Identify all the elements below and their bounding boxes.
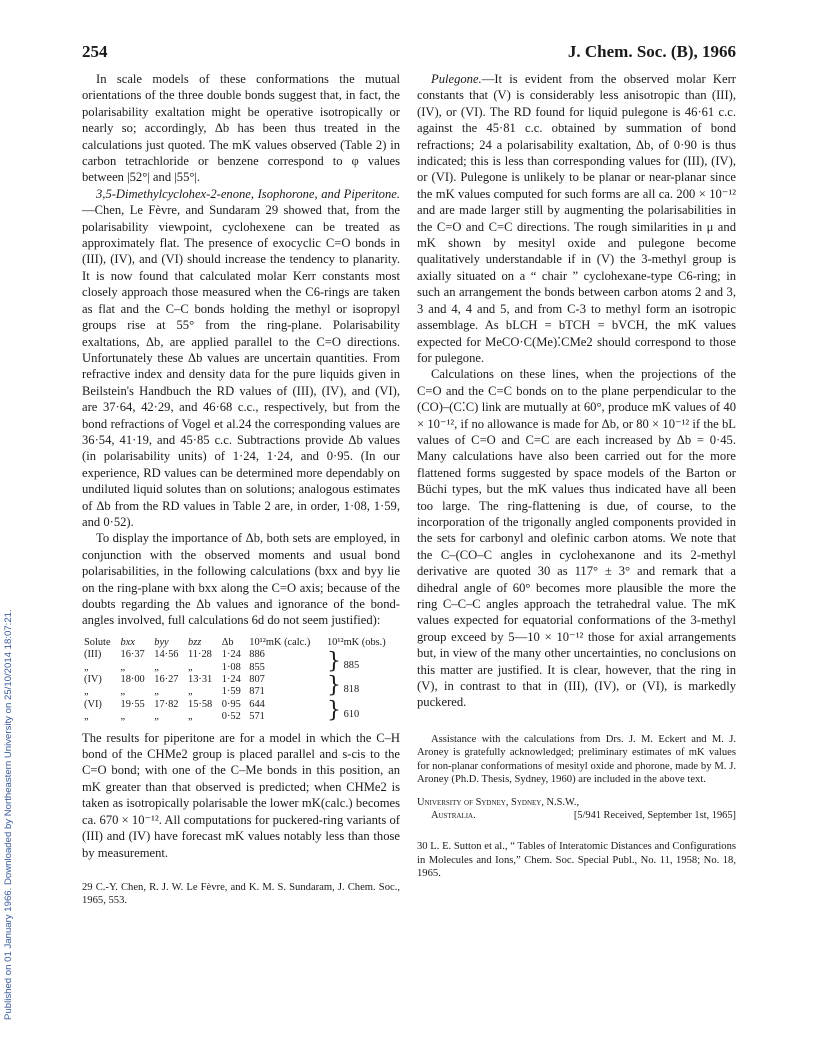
table-cell: 886 bbox=[249, 649, 265, 661]
brace-glyph: } bbox=[326, 648, 341, 674]
table-cell-obs bbox=[325, 649, 400, 674]
table-cell: 871 bbox=[249, 686, 265, 698]
table-cell: 19·55 bbox=[120, 698, 145, 710]
publication-info-text: Published on 01 January 1966. Downloaded by Northeastern University on 25/10/2014 18:07:21. bbox=[3, 609, 14, 1020]
paragraph: The results for piperitone are for a model in which the C–H bond of the CHMe2 group is placed parallel and s-cis to the C=O bond; with one of the C–Me bonds in this position, an mK greater than that observed is predicted; when CHMe2 is taken as isotropically polarisable the lower mK(calc.) becomes ca. 670 × 10⁻¹². All computations for puckered-ring variants of (III) and (IV) have forecast mK values notably less than those by measurement. bbox=[82, 730, 400, 860]
table-cell: 571 bbox=[249, 711, 265, 723]
affiliation bbox=[417, 796, 736, 822]
table-cell: „ bbox=[84, 711, 89, 723]
table-cell: 17·82 bbox=[154, 698, 179, 710]
table-cell: „ bbox=[154, 686, 159, 698]
journal-title: J. Chem. Soc. (B), 1966 bbox=[567, 42, 736, 61]
table-cell: „ bbox=[188, 686, 193, 698]
affiliation-row bbox=[417, 809, 736, 822]
table-cell: 1·24 bbox=[221, 674, 241, 686]
table-cell: 18·00 bbox=[120, 674, 145, 686]
table-cell: 11·28 bbox=[188, 649, 212, 661]
footnote-30: 30 L. E. Sutton et al., “ Tables of Interatomic Distances and Configurations in Molecules and Ions,” Chem. Soc. Special Publ., No. 11, 1958; No. 18, 1965. bbox=[417, 841, 736, 880]
table-cell: 855 bbox=[249, 661, 265, 673]
table-cell: (IV) bbox=[84, 674, 102, 686]
obs-value: 818 bbox=[343, 684, 360, 696]
table-header: Solute bbox=[84, 636, 111, 648]
table-cell: „ bbox=[188, 661, 193, 673]
table-cell: (VI) bbox=[84, 698, 102, 710]
table-cell: 1·59 bbox=[221, 686, 241, 698]
table-header-row bbox=[82, 637, 400, 649]
paragraph-text: —Chen, Le Fèvre, and Sundaram 29 showed that, from the polarisability viewpoint, cyclohexene can be treated as approximately flat. The presence of exocyclic C=O bonds in (III), (IV), and (VI) should increase the tendency to planarity. It is now found that calculated molar Kerr constants most closely approach those measured when the C6-rings are taken as flat and the C–C bonds holding the methyl or isopropyl groups rise at 55° from the ring-plane. Polarisability exaltations, Δb, are applied parallel to the C=O directions. Unfortunately these Δb values are uncertain quantities. From refractive index and density data for the pure liquids given in Beilstein's Handbuch the RD values of (III), (IV), and (VI), are 37·64, 42·29, and 46·68 c.c., respectively, but from the bond refractions of Vogel et al.24 the corresponding values are 36·54, 41·19, and 45·85 c.c. Subtractions provide Δb values (in polarisability units) of 1·24, 1·24, and 0·95. (In our experience, RD values can be determined more dependably on undiluted liquid solutes than on solutions; analogous estimates of Δb from the RD values in Table 2 are, in order, 1·08, 1·59, and 0·52). bbox=[82, 203, 400, 529]
table-header: byy bbox=[154, 636, 169, 648]
table-cell: 16·27 bbox=[154, 674, 179, 686]
table-cell: 15·58 bbox=[188, 698, 213, 710]
paragraph: Calculations on these lines, when the projections of the C=O and the C=C bonds on to the plane perpendicular to the (CO)–(C⁚C) link are mutually at 60°, produce mK values of 40 × 10⁻¹², if no allowance is made for Δb, or 80 × 10⁻¹² if the bL values of C=O and C=C are each increased by Δb = 0·45. Many calculations have also been carried out for the more flattened forms suggested by space models of the Barton or Büchi types, but the mK values thus indicated have all been too large. The ring-flattening is due, of course, to the incorporation of the trigonally angled components provided in the sets for carbonyl and olefinic carbon atoms. We note that the C–(CO–C angles in cyclohexanone and its 2-methyl derivative are quoted 30 as 117° ± 3° and remark that a dihedral angle of 60° becomes more plausible the more the ring C–C–C angles approach the tetrahedral value. The mK values expected for equatorial conformations of the 3-methyl group exceed by 5—10 × 10⁻¹² those for axial arrangements but, in view of the many other uncertainties, no conclusions on this matter are justified. It is clear, however, that the ring in (V), in contrast to that in (III), (IV), or (VI), is markedly puckered. bbox=[417, 367, 736, 710]
table-header: 10¹²mK (calc.) bbox=[249, 636, 311, 648]
paragraph bbox=[82, 186, 400, 531]
table-cell: „ bbox=[120, 661, 126, 673]
download-sidebar bbox=[0, 0, 22, 1055]
table-cell: 644 bbox=[249, 698, 265, 710]
table-row bbox=[82, 699, 400, 711]
table-cell: 13·31 bbox=[188, 674, 213, 686]
obs-value: 885 bbox=[343, 659, 360, 671]
table-row bbox=[82, 649, 400, 661]
table-cell: 14·56 bbox=[154, 649, 179, 661]
table-cell: „ bbox=[154, 661, 159, 673]
brace-glyph: } bbox=[326, 698, 341, 724]
table-cell: 0·52 bbox=[221, 711, 241, 723]
footnote-29: 29 C.-Y. Chen, R. J. W. Le Fèvre, and K. M. S. Sundaram, J. Chem. Soc., 1965, 553. bbox=[82, 882, 400, 907]
table-header: Δb bbox=[221, 636, 234, 648]
paragraph-text: —It is evident from the observed molar Kerr constants that (V) is considerably less anisotropic than (III), (IV), or (VI). The RD found for liquid pulegone is 46·61 c.c. against the 45·81 c.c. obtained by summation of bond refractions; 24 a polarisability exaltation, Δb, of 0·90 is thus indicated; this is less than corresponding values for (III), (IV), or (VI). Pulegone is unlikely to be planar or near-planar since the mK values computed for such forms are all ca. 200 × 10⁻¹² and are made larger still by augmenting the polarisabilities in the C=O and C=C directions. The rough similarities in μ and mK shown by mesityl oxide and pulegone become qualitatively understandable if in (V) the 3-methyl group is axially situated on a “ chair ” cyclohexane-type C6-ring; in such an arrangement the bonds between carbon atoms 2 and 3, 3 and 4, 4 and 5, and from C-3 to methyl form an isotropic assemblage. As bLCH = bTCH = bVCH, the mK values expected for MeCO·C(Me)⁚CMe2 should correspond to those for pulegone. bbox=[417, 72, 736, 365]
paragraph: In scale models of these conformations the mutual orientations of the three double bonds suggest that, in fact, the polarisability exaltation might be operative isotropically or nearly so; accordingly, Δb has been thus treated in the calculations just quoted. The mK values observed (Table 2) in carbon tetrachloride or benzene correspond to φ values between |52°| and |55°|. bbox=[82, 72, 400, 185]
page-number: 254 bbox=[82, 42, 108, 61]
table-cell: „ bbox=[154, 711, 159, 723]
obs-value: 610 bbox=[343, 709, 360, 721]
affiliation-country: Australia. bbox=[431, 810, 476, 822]
table-cell-obs bbox=[325, 699, 400, 724]
section-title: Pulegone. bbox=[431, 72, 482, 86]
table-row bbox=[82, 674, 400, 686]
brace-glyph: } bbox=[326, 673, 341, 699]
paragraph bbox=[417, 71, 736, 366]
table-cell: 807 bbox=[249, 674, 265, 686]
table-header: 10¹²mK (obs.) bbox=[326, 636, 386, 648]
left-column bbox=[82, 71, 400, 861]
received-date: [5/941 Received, September 1st, 1965] bbox=[573, 810, 736, 822]
table-header: bxx bbox=[120, 636, 135, 648]
right-column bbox=[417, 71, 736, 881]
table-cell: „ bbox=[120, 686, 126, 698]
paragraph: To display the importance of Δb, both sets are employed, in conjunction with the observed moments and usual bond polarisabilities, in the following calculations (bxx and byy lie on the ring-plane with bxx along the C=O axis; because of the doubts regarding the Δb values and ignorance of the bond-angles involved, full calculations 6d do not seem justified): bbox=[82, 531, 400, 628]
spacer bbox=[417, 711, 736, 733]
affiliation-line: University of Sydney, Sydney, N.S.W., bbox=[417, 797, 580, 809]
table-cell-obs bbox=[325, 674, 400, 699]
table-cell: 16·37 bbox=[120, 649, 145, 661]
table-cell: 1·08 bbox=[221, 661, 241, 673]
kerr-constants-table bbox=[82, 637, 400, 724]
table-cell: „ bbox=[120, 711, 126, 723]
table-cell: 0·95 bbox=[221, 698, 241, 710]
acknowledgement: Assistance with the calculations from Drs. J. M. Eckert and M. J. Aroney is gratefully acknowledged; preliminary estimates of mK values for non-planar conformations of mesityl oxide and phorone, made by M. J. Aroney (Ph.D. Thesis, Sydney, 1960) are included in the above text. bbox=[417, 733, 736, 786]
section-title: 3,5-Dimethylcyclohex-2-enone, Isophorone, and Piperitone. bbox=[96, 186, 400, 201]
table-header: bzz bbox=[188, 636, 202, 648]
table-cell: 1·24 bbox=[221, 649, 241, 661]
table-cell: „ bbox=[84, 661, 89, 673]
table-cell: (III) bbox=[84, 649, 102, 661]
table-cell: „ bbox=[84, 686, 89, 698]
table-cell: „ bbox=[188, 711, 193, 723]
